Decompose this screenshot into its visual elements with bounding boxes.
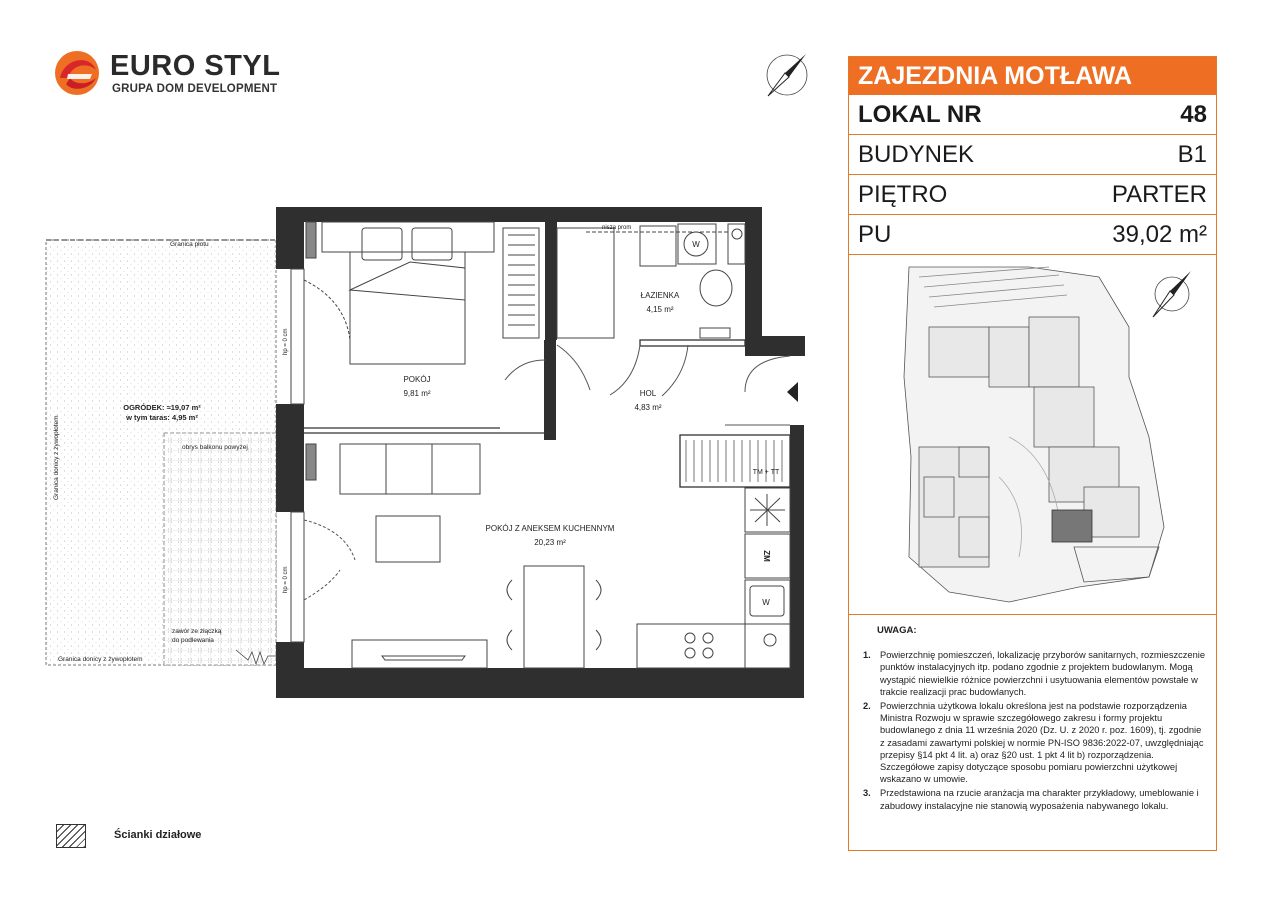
hall-name: HOL	[639, 389, 657, 398]
notes	[863, 625, 1208, 814]
hall-area: 4,83 m²	[634, 403, 662, 412]
garden-terrace: w tym taras: 4,95 m²	[126, 413, 198, 422]
garden-name: OGRÓDEK: ≈19,07 m²	[123, 403, 201, 412]
bathroom-fixtures	[557, 224, 745, 338]
tm-tt-label: TM + TT	[752, 469, 780, 476]
living-furniture	[340, 444, 790, 668]
note-text: Powierzchnia użytkowa lokalu określona jest na podstawie rozporządzenia Ministra Rozwoju w sprawie szczegółowego zakresu i formy projektu budowlanego z dnia 11 września 2020 (Dz. U. z 2020 r. poz. 1609), tj. zgodnie z zasadami zawartymi polskiej w normie PN-ISO 9836:2022-07, uwzględniając przepisy §14 pkt 4 lit. a) oraz §20 ust. 1 pkt 4 lit b) rozporządzenia. Szczegółowe zapisy dotyczące sposobu pomiaru powierzchni użytkowej wskazano w umowie.	[880, 701, 1204, 785]
info-label: PU	[858, 221, 892, 248]
living-name: POKÓJ Z ANEKSEM KUCHENNYM	[485, 524, 615, 533]
washer-label: W	[692, 240, 700, 249]
fence-label: Granica płotu	[170, 241, 209, 248]
info-value: B1	[1177, 141, 1207, 168]
hedge-left-label: Granica donicy z żywopłotem	[53, 415, 60, 500]
niche-label: nisza prom	[602, 225, 632, 231]
height-note-lower: hp = 0 cm	[283, 566, 289, 593]
balcony-outline-label: obrys balkonu powyżej	[182, 444, 248, 451]
site-plan-map	[849, 257, 1216, 615]
garden-area	[46, 240, 276, 665]
note-text: Przedstawiona na rzucie aranżacja ma charakter przykładowy, umeblowanie i zabudowy instalacyjne nie stanowią wyposażenia nabywanego lokalu.	[880, 788, 1199, 811]
info-label: PIĘTRO	[858, 181, 948, 208]
living-area: 20,23 m²	[534, 538, 566, 547]
info-value: PARTER	[1111, 181, 1207, 208]
bathroom-name: ŁAZIENKA	[640, 291, 680, 300]
kitchen-washer-label: W	[762, 598, 770, 607]
brand-subtitle: GRUPA DOM DEVELOPMENT	[112, 83, 278, 95]
info-label: LOKAL NR	[858, 101, 982, 128]
info-label: BUDYNEK	[858, 141, 975, 168]
info-panel	[848, 56, 1217, 851]
note-item	[863, 787, 1208, 811]
height-note-upper: hp = 0 cm	[283, 328, 289, 355]
note-text: Powierzchnię pomieszczeń, lokalizację przyborów sanitarnych, rozmieszczenie punktów instalacyjnych itp. podano zgodnie z projektem budowlanym. Mogą wystąpić niewielkie różnice powierzchni i usytuowania elementów powstałe w trakcie realizacji prac budowlanych.	[880, 650, 1206, 697]
hedge-bottom-label: Granica donicy z żywopłotem	[58, 656, 143, 663]
note-item	[863, 649, 1208, 698]
entrance-arrow-icon	[787, 382, 798, 402]
note-item	[863, 700, 1208, 785]
site-plan-highlight	[1052, 510, 1092, 542]
info-row-lokal	[849, 95, 1216, 135]
info-row-pietro	[849, 175, 1216, 215]
note-number: 1.	[863, 650, 871, 661]
bedroom-area: 9,81 m²	[403, 389, 431, 398]
project-title: ZAJEZDNIA MOTŁAWA	[849, 57, 1216, 95]
partition-wall-swatch-icon	[56, 824, 86, 848]
valve-label-1: zawór ze złączką	[172, 628, 222, 635]
site-plan-north-icon	[1153, 271, 1191, 317]
bathroom-area: 4,15 m²	[646, 305, 674, 314]
bedroom-name: POKÓJ	[403, 375, 431, 384]
note-number: 2.	[863, 701, 871, 712]
brand-name: EURO STYL	[110, 50, 281, 82]
info-value: 39,02 m²	[1112, 221, 1207, 248]
info-row-budynek	[849, 135, 1216, 175]
fridge-label: ZM	[762, 550, 771, 562]
note-number: 3.	[863, 788, 871, 799]
notes-title: UWAGA:	[877, 625, 917, 636]
legend-label: Ścianki działowe	[114, 829, 202, 841]
info-value: 48	[1180, 101, 1207, 128]
valve-label-2: do podlewania	[172, 637, 214, 644]
bedroom-furniture	[304, 222, 539, 364]
info-row-pu	[849, 215, 1216, 255]
north-arrow-icon	[762, 50, 812, 100]
